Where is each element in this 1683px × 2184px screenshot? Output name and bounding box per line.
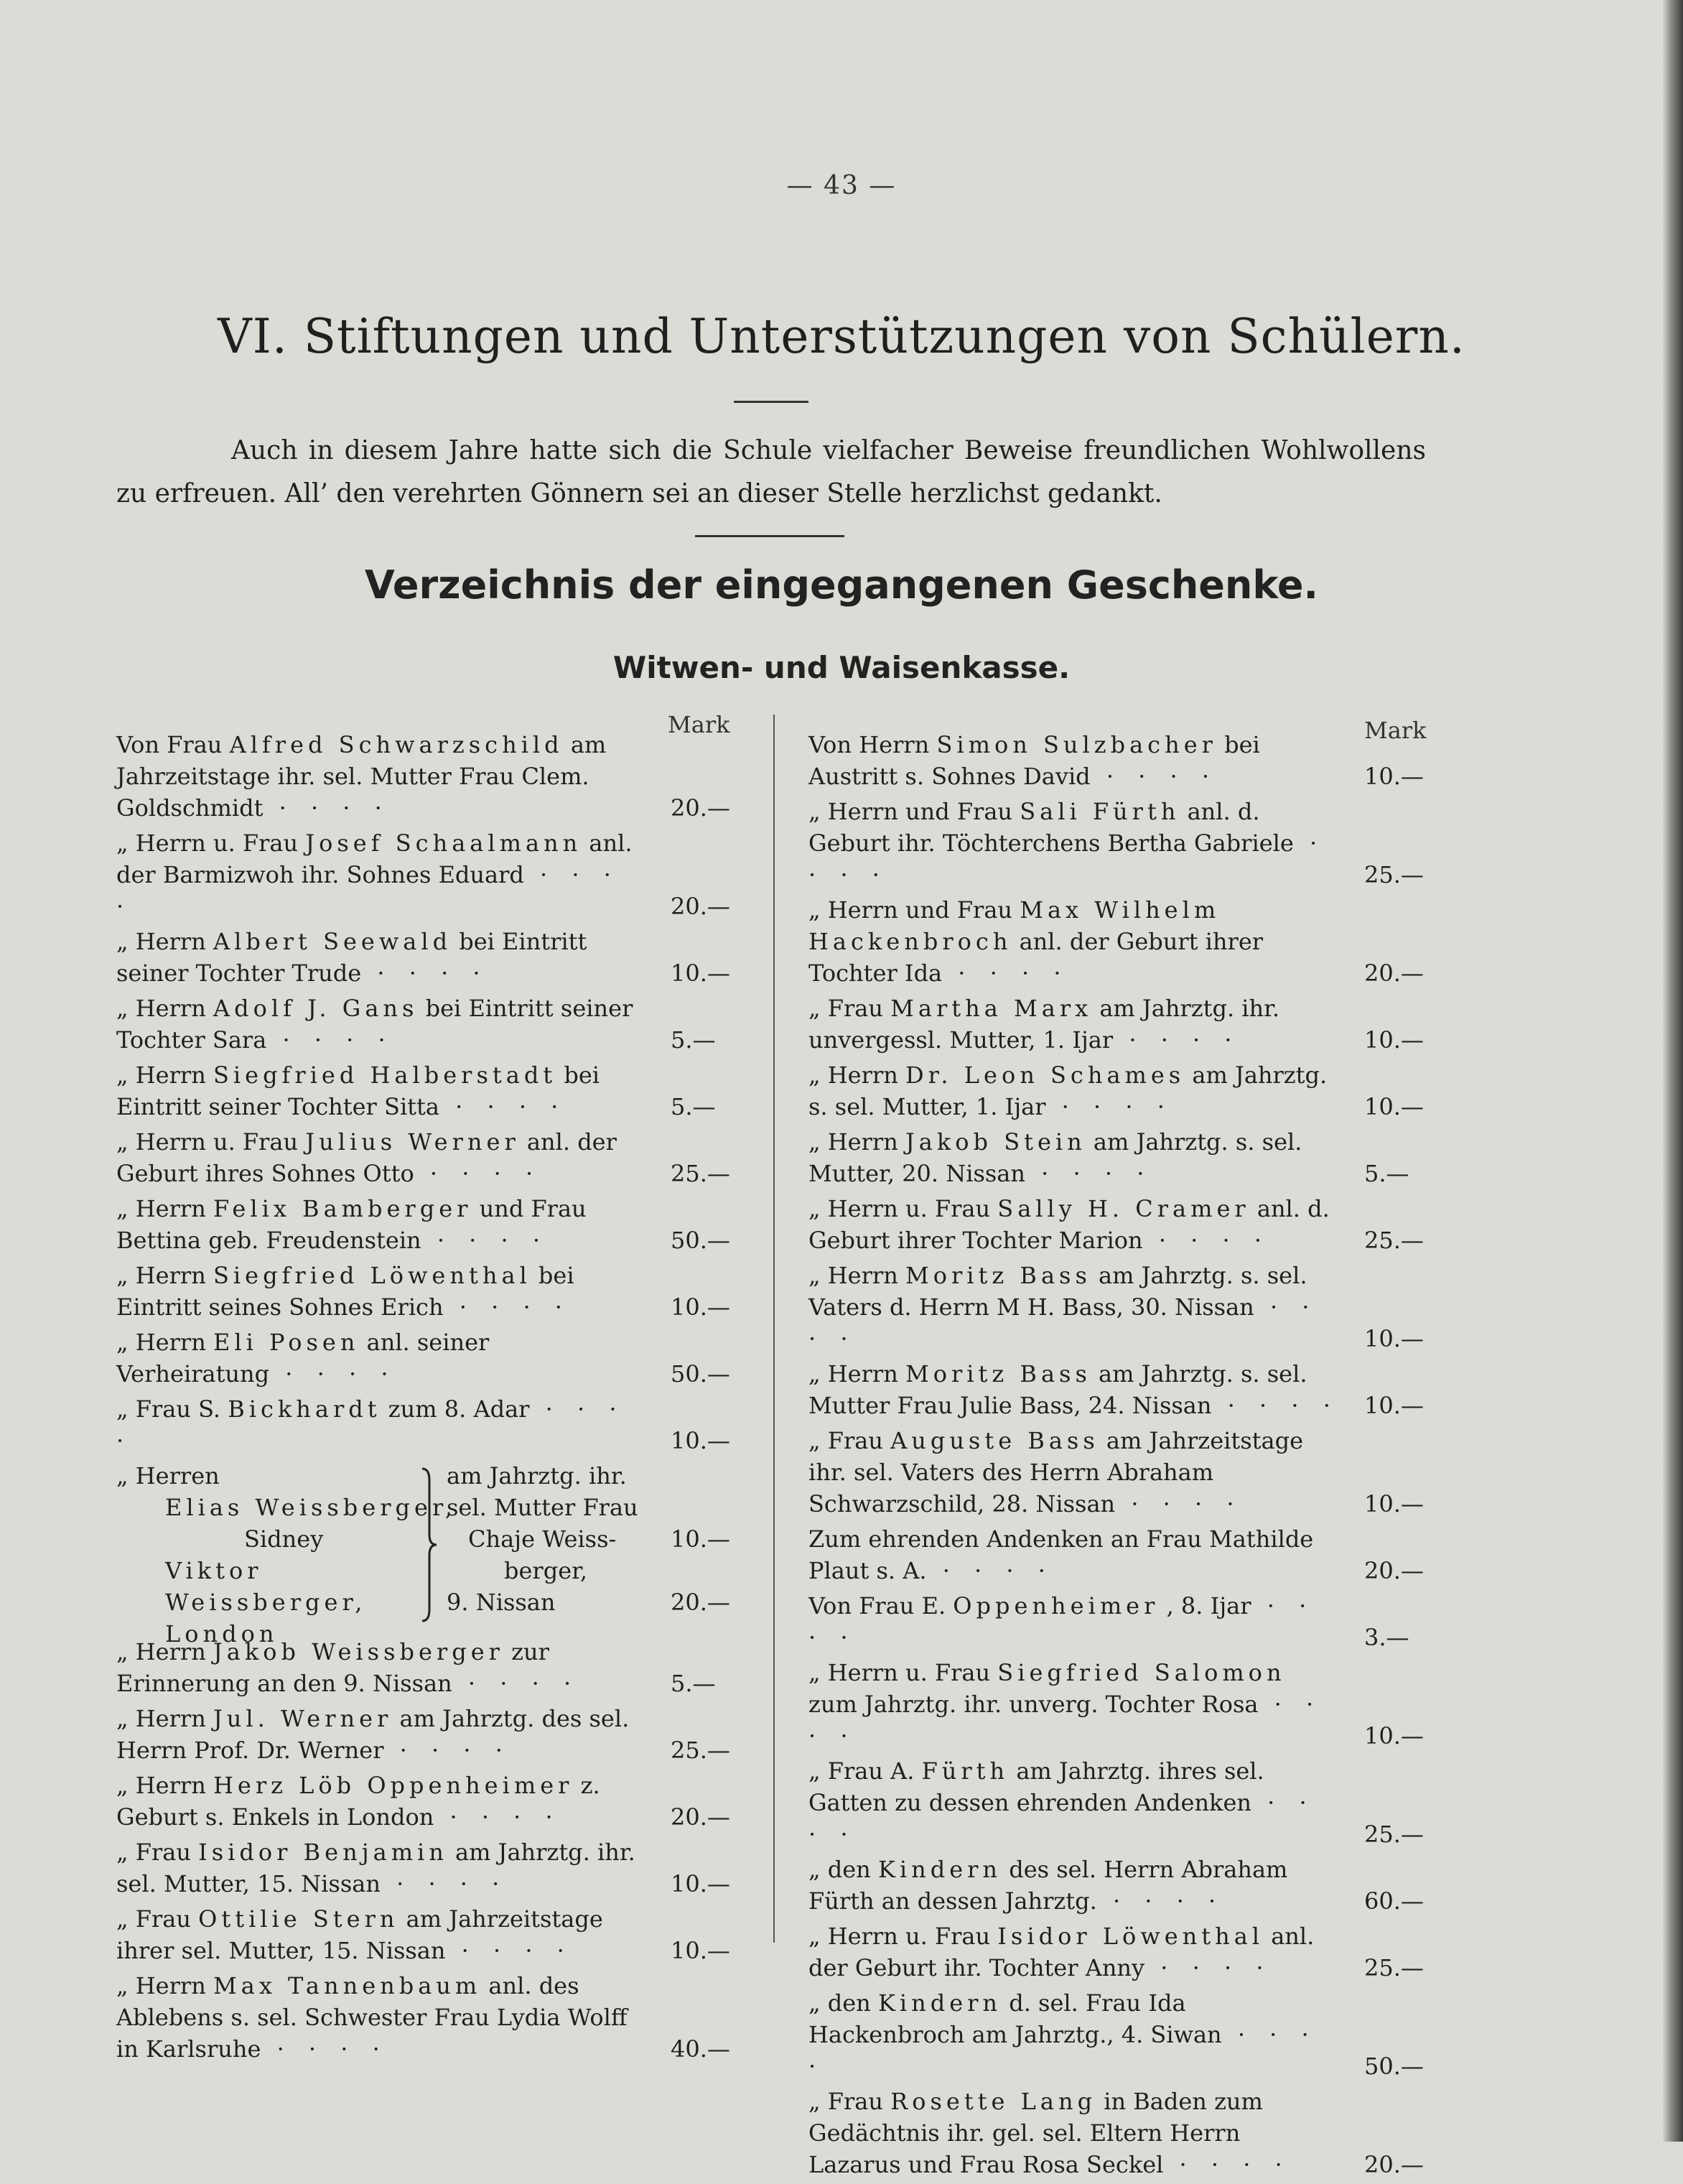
leader-dots: · · · · bbox=[452, 1670, 580, 1697]
donor-prefix: „ Herrn bbox=[116, 1061, 206, 1089]
donation-occasion: in Baden zum Gedächtnis ihr. gel. sel. Eltern Herrn Lazarus und Frau Rosa Seckel bbox=[808, 2088, 1263, 2178]
donor-prefix: „ Herrn bbox=[116, 928, 206, 955]
donation-amount: 25.— bbox=[1364, 1821, 1424, 1848]
donor-name: Eli Posen bbox=[213, 1329, 360, 1356]
donor-text bbox=[808, 894, 1340, 989]
leader-dots: · · · · bbox=[361, 959, 489, 987]
donation-entry bbox=[808, 1657, 1426, 1752]
donor-name: Fürth bbox=[921, 1757, 1010, 1785]
donation-amount: 10.— bbox=[1364, 1490, 1424, 1518]
donor-prefix: „ Herrn bbox=[116, 1772, 206, 1799]
donor-text bbox=[116, 1126, 648, 1189]
donation-amount: 20.— bbox=[1364, 2151, 1424, 2178]
donation-occasion: Zum ehrenden Andenken an Frau Mathilde Plaut s. A. bbox=[808, 1525, 1314, 1584]
donation-amount: 5.— bbox=[671, 1670, 716, 1697]
right-entries bbox=[808, 729, 1426, 2180]
donation-amount: 25.— bbox=[1364, 861, 1424, 888]
donor-text bbox=[808, 1755, 1340, 1850]
donor-prefix: „ Herrn und Frau bbox=[808, 798, 1013, 825]
donation-entry bbox=[116, 1260, 734, 1323]
bracket-amount-1: 10.— bbox=[671, 1525, 730, 1553]
leader-dots: · · · · bbox=[808, 2021, 1318, 2080]
leader-dots: · · · · bbox=[116, 861, 620, 920]
bracket-name-1: Elias Weissberger, bbox=[165, 1494, 457, 1521]
donor-prefix: Von Frau bbox=[116, 731, 223, 758]
donation-occasion: am Jahrztg. des sel. Herrn Prof. Dr. Werner bbox=[116, 1705, 630, 1764]
donor-text bbox=[116, 1836, 648, 1900]
donation-amount: 10.— bbox=[671, 1293, 730, 1321]
donation-occasion: anl. der Barmizwoh ihr. Sohnes Eduard bbox=[116, 830, 633, 888]
bracket-text-3: Chaje Weiss- bbox=[468, 1525, 617, 1553]
donation-entry bbox=[116, 827, 734, 922]
donor-text bbox=[116, 1703, 648, 1766]
leader-dots: · · · · bbox=[380, 1870, 508, 1897]
donor-text bbox=[116, 1059, 648, 1123]
donation-occasion: und Frau Bettina geb. Freudenstein bbox=[116, 1195, 587, 1254]
donation-entry bbox=[808, 729, 1426, 792]
donation-amount: 10.— bbox=[671, 1427, 730, 1454]
donor-name: Herz Löb Oppenheimer bbox=[213, 1772, 574, 1799]
leader-dots: · · · · bbox=[1025, 1160, 1153, 1187]
fund-heading: Witwen- und Waisenkasse. bbox=[612, 650, 1071, 685]
donation-occasion: am Jahrztg. s. sel. Mutter, 20. Nissan bbox=[808, 1128, 1302, 1187]
leader-dots: · · · · bbox=[414, 1160, 542, 1187]
donor-prefix: „ Herrn bbox=[808, 1262, 898, 1289]
donation-entry bbox=[808, 1590, 1426, 1653]
bracket-amount-2: 20.— bbox=[671, 1589, 730, 1616]
leader-dots: · · · · bbox=[942, 959, 1070, 987]
donor-text bbox=[808, 1590, 1340, 1653]
donation-entry bbox=[116, 1636, 734, 1699]
donor-name: Josef Schaalmann bbox=[305, 830, 582, 857]
donor-prefix: „ Herrn bbox=[808, 1128, 898, 1156]
donation-amount: 50.— bbox=[1364, 2053, 1424, 2080]
donation-occasion: anl. der Geburt ihres Sohnes Otto bbox=[116, 1128, 617, 1187]
donor-prefix: „ den bbox=[808, 1856, 871, 1883]
donor-name: Auguste Bass bbox=[890, 1427, 1099, 1454]
donation-occasion: anl. seiner Verheiratung bbox=[116, 1329, 490, 1388]
donor-text bbox=[116, 1326, 648, 1390]
donor-prefix: „ Herrn und Frau bbox=[808, 896, 1013, 924]
donor-name: Kindern bbox=[877, 1856, 1002, 1883]
donation-entry bbox=[808, 1755, 1426, 1850]
leader-dots: · · · · bbox=[1211, 1392, 1339, 1419]
donor-text bbox=[808, 993, 1340, 1056]
donor-name: Max Tannenbaum bbox=[213, 1972, 482, 1999]
leader-dots: · · · · bbox=[439, 1093, 567, 1120]
donation-amount: 50.— bbox=[671, 1360, 730, 1388]
donation-amount: 10.— bbox=[1364, 1026, 1424, 1054]
right-column bbox=[808, 729, 1426, 2184]
donor-prefix: „ Herrn bbox=[116, 1638, 206, 1665]
donation-occasion: am Jahrzeitstage ihrer sel. Mutter, 15. Nissan bbox=[116, 1905, 603, 1964]
donor-prefix: „ Herrn u. Frau bbox=[808, 1659, 991, 1686]
donation-entry bbox=[116, 1393, 734, 1456]
donation-occasion: zum 8. Adar bbox=[388, 1395, 530, 1423]
donation-occasion: , 8. Ijar bbox=[1166, 1592, 1251, 1620]
donation-occasion: anl. d. Geburt ihrer Tochter Marion bbox=[808, 1195, 1330, 1254]
leader-dots: · · · · bbox=[116, 1395, 625, 1454]
left-entries-continued bbox=[116, 1636, 734, 2065]
donor-text bbox=[116, 1393, 648, 1456]
left-column bbox=[116, 729, 734, 2068]
donation-entry bbox=[808, 1523, 1426, 1586]
donation-amount: 10.— bbox=[1364, 1722, 1424, 1749]
donor-name: Max Wilhelm Hackenbroch bbox=[808, 896, 1221, 955]
donation-entry bbox=[808, 1126, 1426, 1189]
donation-amount: 10.— bbox=[671, 1937, 730, 1964]
right-currency-header: Mark bbox=[1364, 717, 1427, 744]
donation-occasion: z. Geburt s. Enkels in London bbox=[116, 1772, 600, 1831]
donation-entry bbox=[808, 1987, 1426, 2082]
donor-text bbox=[808, 1425, 1340, 1520]
donation-amount: 20.— bbox=[671, 794, 730, 822]
donor-name: Jul. Werner bbox=[213, 1705, 393, 1732]
donation-amount: 60.— bbox=[1364, 1887, 1424, 1915]
leader-dots: · · · · bbox=[808, 830, 1326, 888]
donor-text bbox=[808, 796, 1340, 891]
donor-prefix: „ Frau bbox=[808, 2088, 883, 2115]
donation-entry bbox=[116, 1126, 734, 1189]
donation-amount: 25.— bbox=[671, 1160, 730, 1187]
donation-entry bbox=[808, 1425, 1426, 1520]
donation-occasion: zum Jahrztg. ihr. unverg. Tochter Rosa bbox=[808, 1691, 1259, 1718]
leader-dots: · · · · bbox=[266, 1026, 394, 1054]
donation-amount: 10.— bbox=[1364, 1392, 1424, 1419]
donation-occasion: anl. des Ablebens s. sel. Schwester Frau Lydia Wolff in Karlsruhe bbox=[116, 1972, 628, 2063]
donor-text bbox=[808, 1987, 1340, 2082]
donor-prefix: „ Frau bbox=[808, 1427, 883, 1454]
leader-dots: · · · · bbox=[383, 1737, 511, 1764]
leader-dots: · · · · bbox=[1144, 1954, 1272, 1981]
leader-dots: · · · · bbox=[421, 1227, 549, 1254]
donor-text bbox=[116, 1903, 648, 1966]
donation-entry bbox=[116, 729, 734, 824]
leader-dots: · · · · bbox=[443, 1293, 571, 1321]
donation-amount: 50.— bbox=[671, 1227, 730, 1254]
donation-occasion: anl. der Geburt ihr. Tochter Anny bbox=[808, 1923, 1315, 1981]
donor-prefix: „ Herrn bbox=[116, 1972, 206, 1999]
leader-dots: · · · · bbox=[1096, 1887, 1225, 1915]
donation-occasion: am Jahrztg. s. sel. Mutter Frau Julie Bass, 24. Nissan bbox=[808, 1360, 1307, 1419]
donor-prefix: „ Herrn bbox=[808, 1360, 898, 1388]
donation-amount: 3.— bbox=[1364, 1624, 1409, 1651]
donor-text bbox=[116, 1770, 648, 1833]
list-heading: Verzeichnis der eingegangenen Geschenke. bbox=[365, 562, 1318, 608]
donor-prefix: „ Herrn u. Frau bbox=[808, 1195, 991, 1222]
donation-occasion: d. sel. Frau Ida Hackenbroch am Jahrztg., 4. Siwan bbox=[808, 1989, 1222, 2048]
donor-text bbox=[808, 1358, 1340, 1421]
donation-occasion: bei Eintritt seiner Tochter Trude bbox=[116, 928, 587, 987]
donor-text bbox=[116, 926, 648, 989]
brace-icon bbox=[418, 1466, 439, 1624]
donor-name: Rosette Lang bbox=[890, 2088, 1097, 2115]
bracket-text-2: sel. Mutter Frau bbox=[447, 1494, 638, 1521]
leader-dots: · · · · bbox=[1090, 763, 1218, 790]
donation-amount: 20.— bbox=[1364, 1557, 1424, 1584]
donation-entry bbox=[116, 1970, 734, 2065]
leader-dots: · · · · bbox=[1115, 1490, 1243, 1518]
donor-text bbox=[116, 1193, 648, 1256]
donor-text bbox=[116, 1260, 648, 1323]
donor-text bbox=[808, 1260, 1340, 1354]
column-divider bbox=[773, 715, 775, 1943]
donor-text bbox=[116, 1636, 648, 1699]
donor-name: Siegfried Salomon bbox=[997, 1659, 1286, 1686]
leader-dots: · · · · bbox=[808, 1293, 1318, 1352]
leader-dots: · · · · bbox=[445, 1937, 573, 1964]
donor-prefix: „ Herrn u. Frau bbox=[808, 1923, 991, 1950]
donation-entry bbox=[116, 1326, 734, 1390]
donor-name: Bickhardt bbox=[228, 1395, 381, 1423]
donation-entry bbox=[116, 1770, 734, 1833]
leader-dots: · · · · bbox=[434, 1803, 561, 1831]
donation-occasion: bei Eintritt seiner Tochter Sitta bbox=[116, 1061, 600, 1120]
donor-name: Albert Seewald bbox=[213, 928, 452, 955]
donor-prefix: „ Herrn bbox=[808, 1061, 898, 1089]
donation-amount: 10.— bbox=[671, 1870, 730, 1897]
donation-amount: 10.— bbox=[671, 959, 730, 987]
donation-occasion: bei Eintritt seiner Tochter Sara bbox=[116, 995, 633, 1054]
left-currency-header: Mark bbox=[668, 711, 730, 738]
donation-entry bbox=[116, 926, 734, 989]
donor-name: Adolf J. Gans bbox=[213, 995, 419, 1022]
donation-occasion: anl. der Geburt ihrer Tochter Ida bbox=[808, 928, 1264, 987]
title-rule bbox=[734, 401, 808, 403]
donor-text bbox=[808, 1193, 1340, 1256]
donor-text bbox=[808, 1920, 1340, 1984]
donation-occasion: am Jahrztg. ihr. sel. Mutter, 15. Nissan bbox=[116, 1839, 635, 1897]
donor-text bbox=[808, 1523, 1340, 1586]
donor-name: Oppenheimer bbox=[953, 1592, 1160, 1620]
donor-name: Sali Fürth bbox=[1020, 798, 1180, 825]
donor-name: Felix Bamberger bbox=[213, 1195, 472, 1222]
donor-prefix: „ Frau S. bbox=[116, 1395, 221, 1423]
donation-entry bbox=[116, 1903, 734, 1966]
donor-name: Ottilie Stern bbox=[198, 1905, 399, 1933]
donor-prefix: „ Herrn bbox=[116, 1195, 206, 1222]
donation-amount: 25.— bbox=[1364, 1227, 1424, 1254]
leader-dots: · · · · bbox=[1045, 1093, 1173, 1120]
donation-amount: 40.— bbox=[671, 2035, 730, 2063]
donor-prefix: „ Herrn u. Frau bbox=[116, 830, 299, 857]
bracket-text-5: 9. Nissan bbox=[447, 1589, 556, 1616]
donor-name: Simon Sulzbacher bbox=[936, 731, 1217, 758]
donation-amount: 20.— bbox=[671, 1803, 730, 1831]
donor-name: Siegfried Halberstadt bbox=[213, 1061, 557, 1089]
donation-occasion: am Jahrzeitstage ihr. sel. Vaters des Herrn Abraham Schwarzschild, 28. Nissan bbox=[808, 1427, 1303, 1518]
donor-prefix: „ Herrn bbox=[116, 995, 206, 1022]
donor-text bbox=[808, 1126, 1340, 1189]
leader-dots: · · · · bbox=[263, 794, 391, 822]
leader-dots: · · · · bbox=[1113, 1026, 1241, 1054]
donor-prefix: „ Herrn bbox=[116, 1705, 206, 1732]
donation-entry bbox=[808, 993, 1426, 1056]
donor-text bbox=[116, 827, 648, 922]
donation-entry bbox=[808, 1920, 1426, 1984]
donor-name: Jakob Stein bbox=[905, 1128, 1086, 1156]
donation-amount: 20.— bbox=[1364, 959, 1424, 987]
donation-amount: 25.— bbox=[1364, 1954, 1424, 1981]
donor-text bbox=[808, 1059, 1340, 1123]
donor-prefix: „ Herrn bbox=[116, 1262, 206, 1289]
bracket-text-1: am Jahrztg. ihr. bbox=[447, 1462, 627, 1490]
donation-occasion: am Jahrztg. s. sel. Mutter, 1. Ijar bbox=[808, 1061, 1328, 1120]
leader-dots: · · · · bbox=[1163, 2151, 1291, 2178]
donation-entry bbox=[808, 1059, 1426, 1123]
donor-name: Kindern bbox=[877, 1989, 1002, 2017]
donation-amount: 10.— bbox=[1364, 1093, 1424, 1120]
donor-name: Julius Werner bbox=[305, 1128, 520, 1156]
donor-name: Dr. Leon Schames bbox=[905, 1061, 1185, 1089]
donor-text bbox=[808, 729, 1340, 792]
leader-dots: · · · · bbox=[808, 1592, 1315, 1651]
donor-text bbox=[116, 1970, 648, 2065]
donation-entry bbox=[808, 1358, 1426, 1421]
donation-occasion: bei Eintritt seines Sohnes Erich bbox=[116, 1262, 574, 1321]
donation-entry bbox=[116, 993, 734, 1056]
bracket-name-3: Viktor Weissberger, London bbox=[165, 1557, 367, 1648]
leader-dots: · · · · bbox=[261, 2035, 388, 2063]
intro-rule bbox=[695, 535, 844, 537]
donation-entry bbox=[808, 1260, 1426, 1354]
page-number: — 43 — bbox=[786, 171, 897, 200]
donor-name: Isidor Löwenthal bbox=[997, 1923, 1264, 1950]
donor-prefix: Von Frau E. bbox=[808, 1592, 946, 1620]
donation-occasion: am Jahrztg. s. sel. Vaters d. Herrn M H. Bass, 30. Nissan bbox=[808, 1262, 1307, 1321]
donor-text bbox=[116, 993, 648, 1056]
donor-text bbox=[808, 1657, 1340, 1752]
left-entries bbox=[116, 729, 734, 1456]
donor-text bbox=[808, 1854, 1340, 1917]
donation-amount: 10.— bbox=[1364, 763, 1424, 790]
donor-text bbox=[808, 2086, 1340, 2180]
intro-paragraph bbox=[116, 429, 1426, 516]
donation-entry bbox=[116, 1193, 734, 1256]
donation-entry bbox=[808, 894, 1426, 989]
donor-name: Isidor Benjamin bbox=[198, 1839, 448, 1866]
donation-entry bbox=[116, 1836, 734, 1900]
donation-occasion: bei Austritt s. Sohnes David bbox=[808, 731, 1260, 790]
donor-prefix: „ Frau bbox=[808, 995, 883, 1022]
bracket-prefix: „ Herren bbox=[116, 1462, 220, 1490]
bracket-name-2: Sidney bbox=[244, 1525, 324, 1553]
donation-entry bbox=[116, 1703, 734, 1766]
donation-amount: 25.— bbox=[671, 1737, 730, 1764]
donor-prefix: „ Herrn bbox=[116, 1329, 206, 1356]
leader-dots: · · · · bbox=[926, 1557, 1054, 1584]
donation-occasion: anl. d. Geburt ihr. Töchterchens Bertha Gabriele bbox=[808, 798, 1294, 857]
donor-prefix: „ Frau A. bbox=[808, 1757, 915, 1785]
bracket-entry bbox=[116, 1460, 734, 1648]
donation-entry bbox=[116, 1059, 734, 1123]
leader-dots: · · · · bbox=[808, 1789, 1315, 1848]
donation-entry bbox=[808, 796, 1426, 891]
donor-prefix: „ Herrn u. Frau bbox=[116, 1128, 299, 1156]
donation-amount: 10.— bbox=[1364, 1325, 1424, 1352]
donation-occasion: zur Erinnerung an den 9. Nissan bbox=[116, 1638, 549, 1697]
donation-entry bbox=[808, 1854, 1426, 1917]
leader-dots: · · · · bbox=[1142, 1227, 1271, 1254]
donation-amount: 5.— bbox=[671, 1093, 716, 1120]
donor-name: Jakob Weissberger bbox=[213, 1638, 504, 1665]
donor-text bbox=[116, 729, 648, 824]
donor-name: Alfred Schwarzschild bbox=[229, 731, 564, 758]
donation-occasion: des sel. Herrn Abraham Fürth an dessen Jahrztg. bbox=[808, 1856, 1288, 1915]
donor-name: Siegfried Löwenthal bbox=[213, 1262, 531, 1289]
donation-occasion: am Jahrzeitstage ihr. sel. Mutter Frau Clem. Goldschmidt bbox=[116, 731, 607, 822]
donor-name: Martha Marx bbox=[890, 995, 1093, 1022]
leader-dots: · · · · bbox=[808, 1691, 1323, 1749]
bracket-text-4: berger, bbox=[504, 1557, 588, 1584]
donation-occasion: am Jahrztg. ihr. unvergessl. Mutter, 1. Ijar bbox=[808, 995, 1280, 1054]
donor-prefix: Von Herrn bbox=[808, 731, 930, 758]
donation-amount: 5.— bbox=[1364, 1160, 1409, 1187]
section-title: VI. Stiftungen und Unterstützungen von Schülern. bbox=[218, 309, 1465, 364]
donor-prefix: „ Frau bbox=[116, 1839, 191, 1866]
leader-dots: · · · · bbox=[269, 1360, 397, 1388]
donation-amount: 20.— bbox=[671, 893, 730, 920]
donation-occasion: am Jahrztg. ihres sel. Gatten zu dessen ehrenden Andenken bbox=[808, 1757, 1264, 1816]
donation-entry bbox=[808, 1193, 1426, 1256]
donation-amount: 5.— bbox=[671, 1026, 716, 1054]
donor-name: Sally H. Cramer bbox=[997, 1195, 1250, 1222]
donation-entry bbox=[808, 2086, 1426, 2180]
donor-prefix: „ Frau bbox=[116, 1905, 191, 1933]
donor-name: Moritz Bass bbox=[905, 1360, 1091, 1388]
intro-text: Auch in diesem Jahre hatte sich die Schule vielfacher Beweise freundlichen Wohlwollens zu erfreuen. All’ den verehrten Gönnern sei an dieser Stelle herzlichst gedankt. bbox=[116, 436, 1426, 508]
donor-name: Moritz Bass bbox=[905, 1262, 1091, 1289]
donor-prefix: „ den bbox=[808, 1989, 871, 2017]
